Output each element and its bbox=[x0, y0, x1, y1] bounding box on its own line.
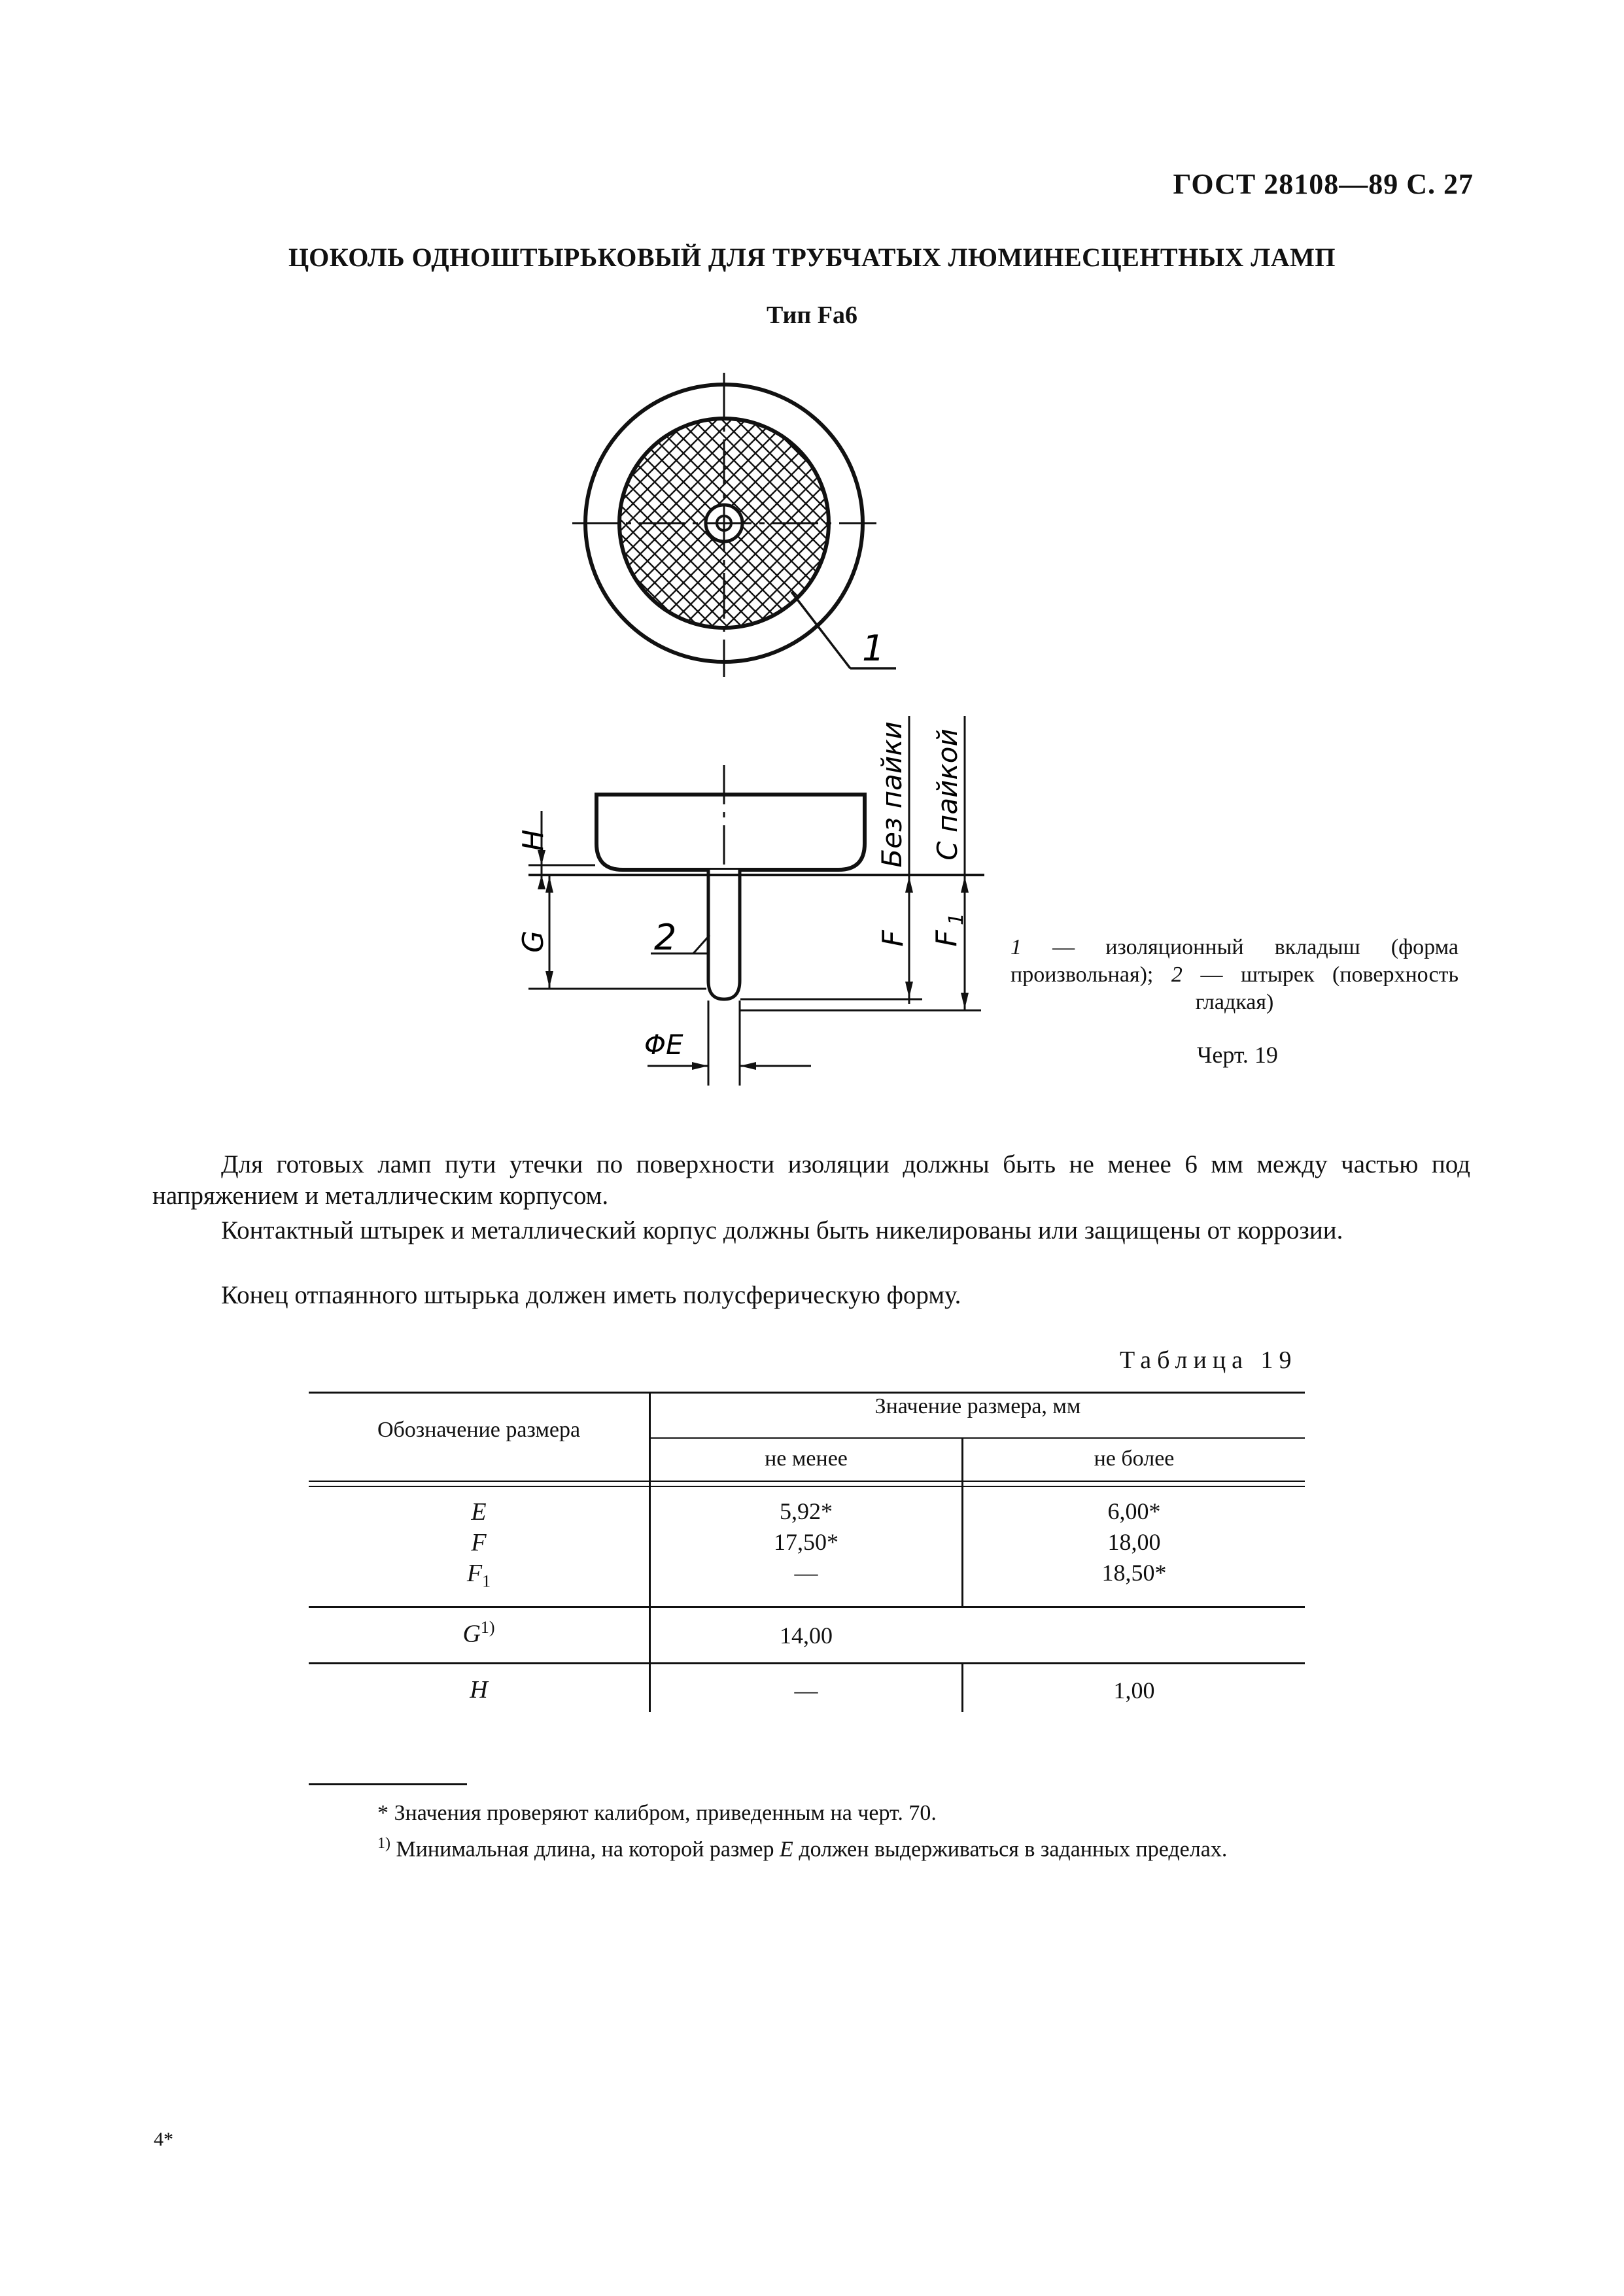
dim-F1-subscript: 1 bbox=[945, 912, 968, 925]
designation-F: F bbox=[471, 1529, 487, 1556]
dim-F1-label: F bbox=[930, 930, 963, 947]
designation-E: E bbox=[471, 1498, 487, 1526]
paragraph-3 bbox=[152, 1280, 1470, 1311]
min-H: — bbox=[794, 1677, 818, 1704]
type-subtitle: Тип Fa6 bbox=[767, 301, 857, 329]
min-F1: — bbox=[794, 1560, 818, 1586]
paragraph-2-text: Контактный штырек и металлический корпус должны быть никелированы или защищены от коррозии. bbox=[221, 1216, 1343, 1244]
side-view bbox=[528, 716, 984, 1086]
designation-G-letter: G bbox=[462, 1620, 481, 1648]
paragraph-3-text: Конец отпаянного штырька должен иметь полусферическую форму. bbox=[221, 1281, 961, 1309]
paragraph-2 bbox=[152, 1215, 1470, 1246]
footnote-1 bbox=[309, 1828, 1305, 1864]
table-row-rule-1 bbox=[309, 1606, 1305, 1608]
figure-caption: Черт. 19 bbox=[1197, 1042, 1278, 1068]
page-number: 4* bbox=[154, 2129, 173, 2150]
min-E: 5,92* bbox=[780, 1498, 833, 1524]
min-F: 17,50* bbox=[774, 1529, 838, 1555]
drawing-legend bbox=[1011, 934, 1459, 1016]
footnote-asterisk: * Значения проверяют калибром, приведенным на черт. 70. bbox=[377, 1801, 937, 1825]
legend-num-1: 1 bbox=[1011, 935, 1022, 959]
header-value: Значение размера, мм bbox=[874, 1394, 1081, 1418]
document-code-header: ГОСТ 28108—89 С. 27 bbox=[1173, 168, 1474, 200]
designation-H: H bbox=[470, 1676, 488, 1704]
table-subheader-rule bbox=[649, 1437, 1305, 1439]
designation-F1-subscript: 1 bbox=[482, 1571, 491, 1591]
table-caption: Таблица 19 bbox=[1120, 1346, 1298, 1374]
label-without-solder: Без пайки bbox=[876, 721, 908, 868]
designation-F1-letter: F bbox=[466, 1560, 483, 1587]
footnote-1-text-b: должен выдерживаться в заданных пределах. bbox=[793, 1837, 1228, 1862]
max-F1: 18,50* bbox=[1101, 1560, 1167, 1586]
footnote-1-mark: 1) bbox=[377, 1835, 390, 1852]
section-title: ЦОКОЛЬ ОДНОШТЫРЬКОВЫЙ ДЛЯ ТРУБЧАТЫХ ЛЮМИНЕСЦЕНТНЫХ ЛАМП bbox=[288, 243, 1336, 272]
footnote-1-var: E bbox=[780, 1837, 793, 1862]
table-header-rule-b bbox=[309, 1486, 1305, 1487]
paragraph-1-text: Для готовых ламп пути утечки по поверхности изоляции должны быть не менее 6 мм между частью под напряжением и металлическим корпусом. bbox=[152, 1150, 1470, 1210]
max-F: 18,00 bbox=[1107, 1529, 1161, 1555]
header-max: не более bbox=[1094, 1447, 1175, 1471]
max-E: 6,00* bbox=[1107, 1498, 1161, 1524]
table-top-rule bbox=[309, 1392, 1305, 1394]
dim-G-label: G bbox=[517, 930, 550, 953]
callout-1-label: 1 bbox=[862, 628, 885, 669]
table-header-rule-a bbox=[309, 1481, 1305, 1482]
paragraph-1 bbox=[152, 1149, 1470, 1212]
dim-H-label: H bbox=[517, 829, 550, 851]
value-G: 14,00 bbox=[780, 1622, 833, 1649]
label-with-solder: С пайкой bbox=[931, 728, 963, 861]
max-H: 1,00 bbox=[1113, 1677, 1155, 1704]
dim-E-label: ΦE bbox=[644, 1029, 683, 1061]
footnote-1-text-a: Минимальная длина, на которой размер bbox=[390, 1837, 780, 1862]
header-designation: Обозначение размера bbox=[377, 1418, 581, 1442]
table-row-rule-2 bbox=[309, 1662, 1305, 1664]
footnote-separator bbox=[309, 1783, 467, 1785]
legend-text-2: — штырек (поверхность гладкая) bbox=[1182, 963, 1459, 1014]
designation-G-footnote-mark: 1) bbox=[480, 1618, 495, 1637]
legend-text-1: — изоляционный вкладыш (форма произвольная); bbox=[1011, 935, 1459, 987]
header-min: не менее bbox=[765, 1447, 848, 1471]
designation-G bbox=[309, 1618, 649, 1649]
top-view bbox=[572, 373, 896, 677]
callout-2-label: 2 bbox=[654, 917, 677, 958]
legend-num-2: 2 bbox=[1171, 963, 1183, 987]
designation-F1 bbox=[309, 1559, 649, 1592]
dim-F-label: F bbox=[876, 930, 910, 947]
